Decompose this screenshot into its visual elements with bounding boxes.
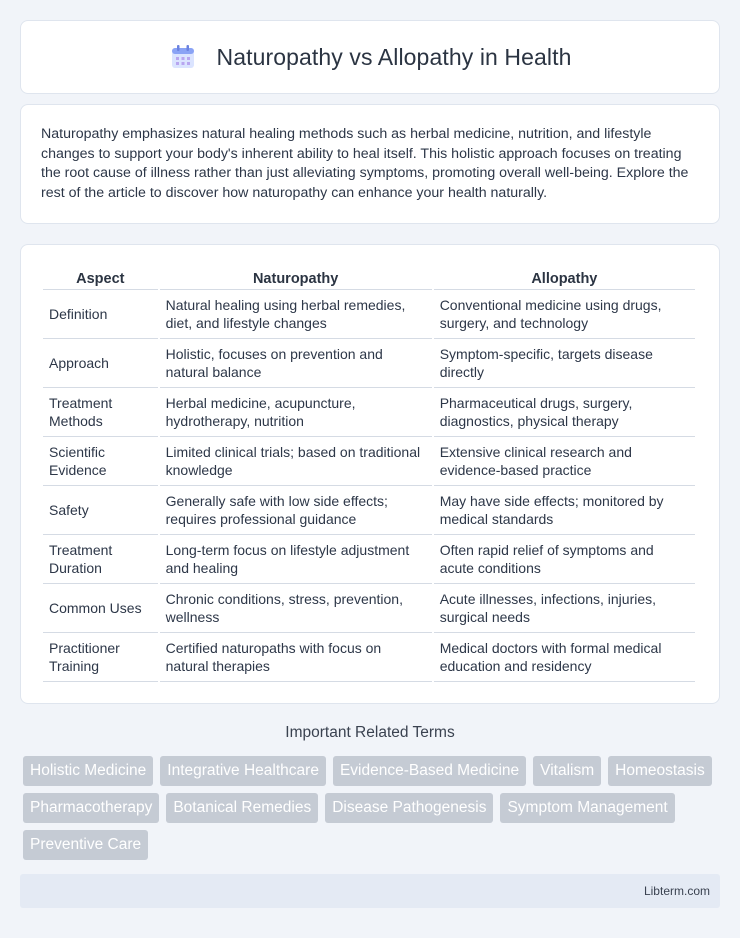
tag-preventive-care[interactable]: Preventive Care	[23, 830, 148, 860]
allopathy-cell: Extensive clinical research and evidence-based practice	[434, 437, 695, 486]
header-naturopathy: Naturopathy	[160, 267, 432, 290]
intro-text: Naturopathy emphasizes natural healing methods such as herbal medicine, nutrition, and lifestyle changes to support your body's inherent ability to heal itself. This holistic approach focuses on treating the root cause of illness rather than just alleviating symptoms, promoting overall well-being. Explore the rest of the article to discover how naturopathy can enhance your health naturally.	[41, 126, 689, 201]
table-row	[43, 388, 695, 437]
aspect-cell: Definition	[43, 290, 158, 339]
tag-homeostasis[interactable]: Homeostasis	[608, 756, 712, 786]
calendar-icon	[169, 43, 197, 71]
naturopathy-cell: Limited clinical trials; based on traditional knowledge	[160, 437, 432, 486]
naturopathy-cell: Herbal medicine, acupuncture, hydrotherapy, nutrition	[160, 388, 432, 437]
aspect-cell: Treatment Duration	[43, 535, 158, 584]
tag-integrative-healthcare[interactable]: Integrative Healthcare	[160, 756, 326, 786]
title-card	[20, 20, 720, 94]
allopathy-cell: Acute illnesses, infections, injuries, surgical needs	[434, 584, 695, 633]
allopathy-cell: Medical doctors with formal medical education and residency	[434, 633, 695, 682]
comparison-table	[41, 267, 697, 682]
table-header-row	[43, 267, 695, 290]
page-title: Naturopathy vs Allopathy in Health	[216, 43, 572, 70]
table-row	[43, 633, 695, 682]
tag-pharmacotherapy[interactable]: Pharmacotherapy	[23, 793, 159, 823]
footer	[20, 874, 720, 908]
allopathy-cell: Symptom-specific, targets disease directly	[434, 339, 695, 388]
header-aspect: Aspect	[43, 267, 158, 290]
allopathy-cell: Pharmaceutical drugs, surgery, diagnostics, physical therapy	[434, 388, 695, 437]
naturopathy-cell: Generally safe with low side effects; requires professional guidance	[160, 486, 432, 535]
naturopathy-cell: Natural healing using herbal remedies, diet, and lifestyle changes	[160, 290, 432, 339]
aspect-cell: Approach	[43, 339, 158, 388]
naturopathy-cell: Long-term focus on lifestyle adjustment and healing	[160, 535, 432, 584]
intro-card	[20, 104, 720, 224]
table-row	[43, 339, 695, 388]
tag-evidence-based-medicine[interactable]: Evidence-Based Medicine	[333, 756, 526, 786]
comparison-table-card	[20, 244, 720, 704]
naturopathy-cell: Holistic, focuses on prevention and natural balance	[160, 339, 432, 388]
tag-holistic-medicine[interactable]: Holistic Medicine	[23, 756, 153, 786]
table-row	[43, 290, 695, 339]
table-row	[43, 535, 695, 584]
aspect-cell: Common Uses	[43, 584, 158, 633]
aspect-cell: Safety	[43, 486, 158, 535]
table-row	[43, 486, 695, 535]
allopathy-cell: Conventional medicine using drugs, surgery, and technology	[434, 290, 695, 339]
tag-botanical-remedies[interactable]: Botanical Remedies	[166, 793, 318, 823]
aspect-cell: Practitioner Training	[43, 633, 158, 682]
related-terms-list	[23, 756, 723, 860]
table-row	[43, 584, 695, 633]
aspect-cell: Treatment Methods	[43, 388, 158, 437]
allopathy-cell: May have side effects; monitored by medical standards	[434, 486, 695, 535]
aspect-cell: Scientific Evidence	[43, 437, 158, 486]
tag-disease-pathogenesis[interactable]: Disease Pathogenesis	[325, 793, 493, 823]
allopathy-cell: Often rapid relief of symptoms and acute conditions	[434, 535, 695, 584]
related-terms-title: Important Related Terms	[285, 724, 455, 741]
header-allopathy: Allopathy	[434, 267, 695, 290]
tag-symptom-management[interactable]: Symptom Management	[500, 793, 674, 823]
footer-brand-link[interactable]: Libterm.com	[643, 884, 710, 898]
naturopathy-cell: Certified naturopaths with focus on natural therapies	[160, 633, 432, 682]
table-row	[43, 437, 695, 486]
tag-vitalism[interactable]: Vitalism	[533, 756, 601, 786]
naturopathy-cell: Chronic conditions, stress, prevention, wellness	[160, 584, 432, 633]
